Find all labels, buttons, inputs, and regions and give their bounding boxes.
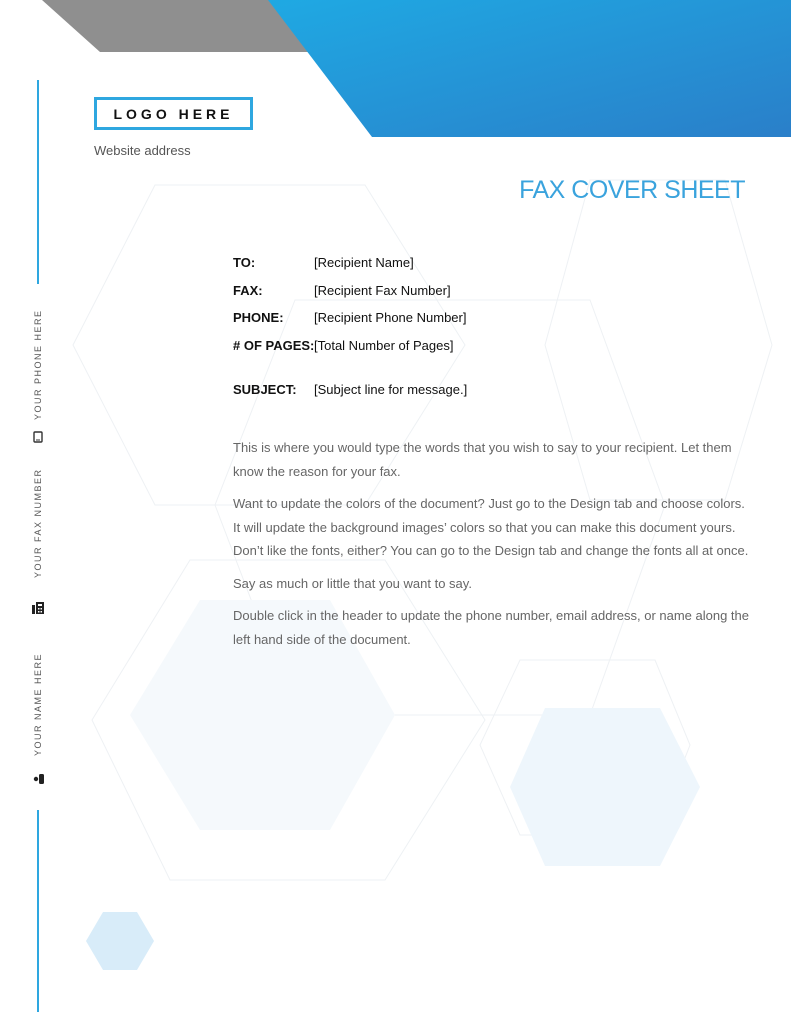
fax-icon: [32, 601, 45, 617]
logo-placeholder: LOGO HERE: [94, 97, 253, 130]
field-label: TO:: [233, 255, 256, 270]
header-blue-band: [268, 0, 791, 137]
message-body: [233, 436, 753, 660]
field-label: FAX:: [233, 283, 263, 298]
body-paragraph: Double click in the header to update the phone number, email address, or name along the left hand side of the document.: [233, 608, 750, 647]
field-value: [Recipient Name]: [314, 255, 414, 270]
body-paragraph: Want to update the colors of the document? Just go to the Design tab and choose colors. It will update the background images’ colors so that you can make this document yours. Don’t like the fonts, either? You can go to the Design tab and change the fonts all at once.: [233, 496, 749, 558]
sidebar-fax-label: YOUR FAX NUMBER: [33, 468, 43, 578]
sidebar-name-label: YOUR NAME HERE: [33, 652, 43, 756]
field-value: [Recipient Phone Number]: [314, 310, 467, 325]
person-icon: [33, 773, 45, 787]
phone-icon: [33, 431, 43, 445]
website-address: Website address: [94, 143, 191, 158]
field-label: PHONE:: [233, 310, 284, 325]
field-value: [Subject line for message.]: [314, 382, 468, 397]
header-gray-band: [42, 0, 310, 52]
field-value: [Recipient Fax Number]: [314, 283, 451, 298]
page-title: FAX COVER SHEET: [519, 176, 745, 204]
field-label: SUBJECT:: [233, 382, 297, 397]
field-label: # OF PAGES:: [233, 338, 315, 353]
body-paragraph: This is where you would type the words that you wish to say to your recipient. Let them know the reason for your fax.: [233, 440, 732, 479]
field-value: [Total Number of Pages]: [314, 338, 454, 353]
sidebar-phone-label: YOUR PHONE HERE: [33, 309, 43, 420]
body-paragraph: Say as much or little that you want to say.: [233, 575, 472, 591]
hexagon-fill-light-blue: [510, 708, 700, 866]
hexagon-fill-small: [86, 912, 154, 970]
